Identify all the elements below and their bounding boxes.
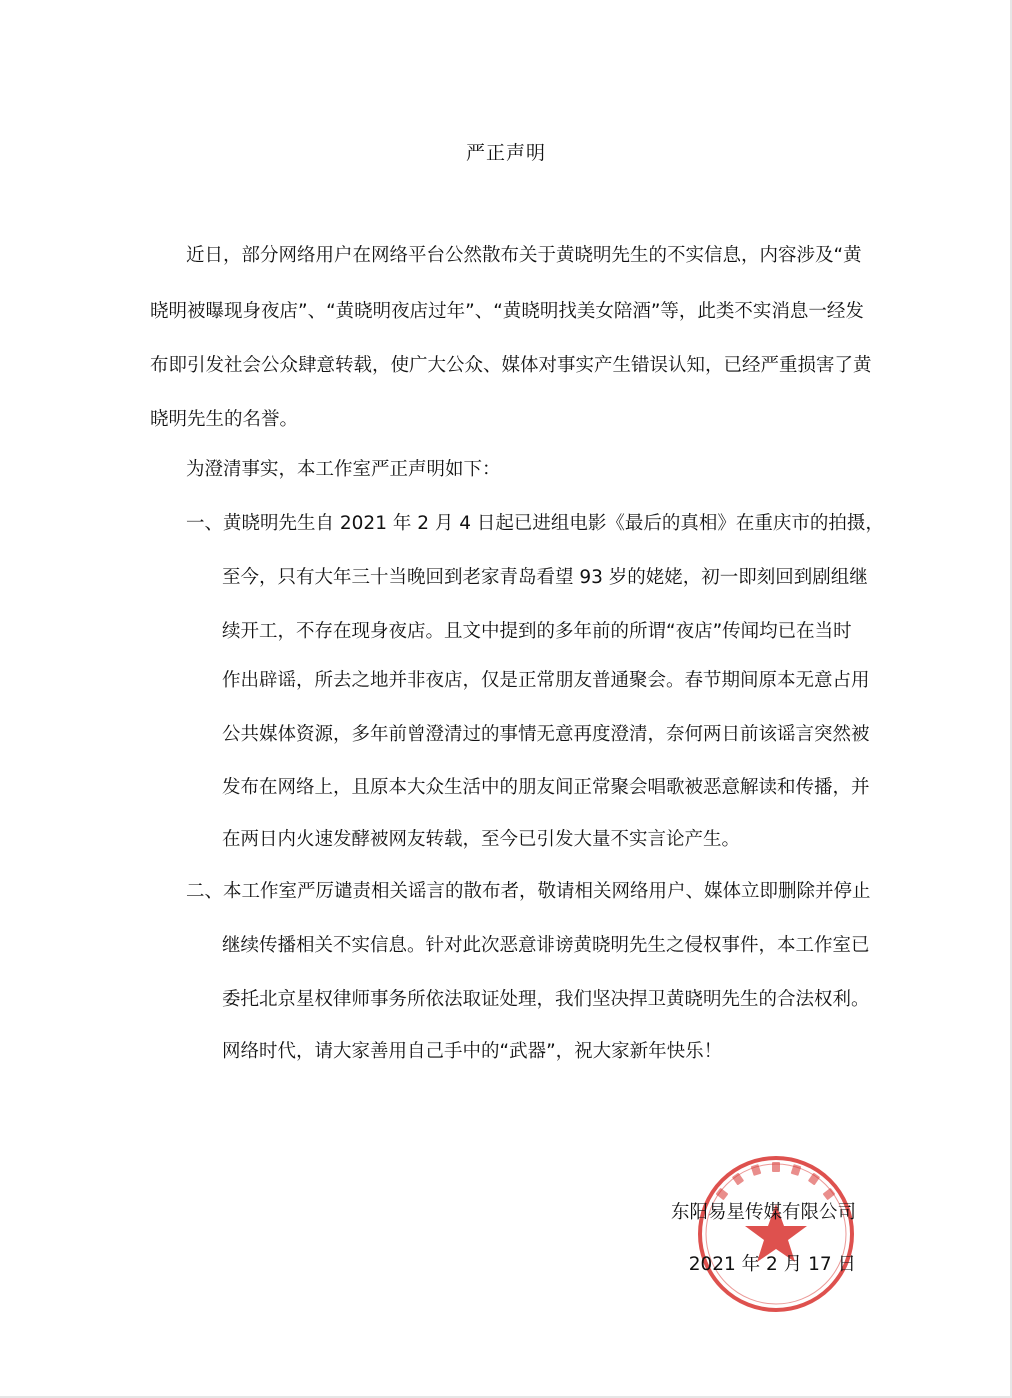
item2-line-2: 继续传播相关不实信息。针对此次恶意诽谤黄晓明先生之侵权事件，本工作室已 [222, 935, 870, 956]
item1-line-5: 公共媒体资源，多年前曾澄清过的事情无意再度澄清，奈何两日前该谣言突然被 [222, 724, 870, 745]
signature-date: 2021 年 2 月 17 日 [688, 1254, 856, 1275]
item1-line-6: 发布在网络上，且原本大众生活中的朋友间正常聚会唱歌被恶意解读和传播，并 [222, 777, 870, 798]
item1-line-1: 一、黄晓明先生自 2021 年 2 月 4 日起已进组电影《最后的真相》在重庆市的拍摄， [186, 513, 884, 534]
company-seal [694, 1152, 858, 1316]
item2-line-3: 委托北京星权律师事务所依法取证处理，我们坚决捍卫黄晓明先生的合法权利。 [222, 989, 870, 1010]
item1-line-3: 续开工，不存在现身夜店。且文中提到的多年前的所谓“夜店”传闻均已在当时 [222, 621, 852, 642]
para1-line-2: 晓明被曝现身夜店”、“黄晓明夜店过年”、“黄晓明找美女陪酒”等，此类不实消息一经发 [150, 301, 864, 322]
signature-company: 东阳易星传媒有限公司 [670, 1202, 856, 1223]
item1-line-7: 在两日内火速发酵被网友转载，至今已引发大量不实言论产生。 [222, 829, 741, 850]
item2-line-1: 二、本工作室严厉谴责相关谣言的散布者，敬请相关网络用户、媒体立即删除并停止 [186, 881, 871, 902]
item2-line-4: 网络时代，请大家善用自己手中的“武器”，祝大家新年快乐！ [222, 1041, 723, 1062]
para2-line: 为澄清事实，本工作室严正声明如下： [186, 459, 501, 480]
para1-line-4: 晓明先生的名誉。 [150, 409, 299, 430]
item1-line-2: 至今，只有大年三十当晚回到老家青岛看望 93 岁的姥姥，初一即刻回到剧组继 [222, 567, 868, 588]
item1-line-4: 作出辟谣，所去之地并非夜店，仅是正常朋友普通聚会。春节期间原本无意占用 [222, 670, 870, 691]
document-title: 严正声明 [465, 142, 546, 164]
para1-line-3: 布即引发社会公众肆意转载，使广大公众、媒体对事实产生错误认知，已经严重损害了黄 [150, 355, 872, 376]
para1-line-1: 近日，部分网络用户在网络平台公然散布关于黄晓明先生的不实信息，内容涉及“黄 [186, 245, 862, 266]
